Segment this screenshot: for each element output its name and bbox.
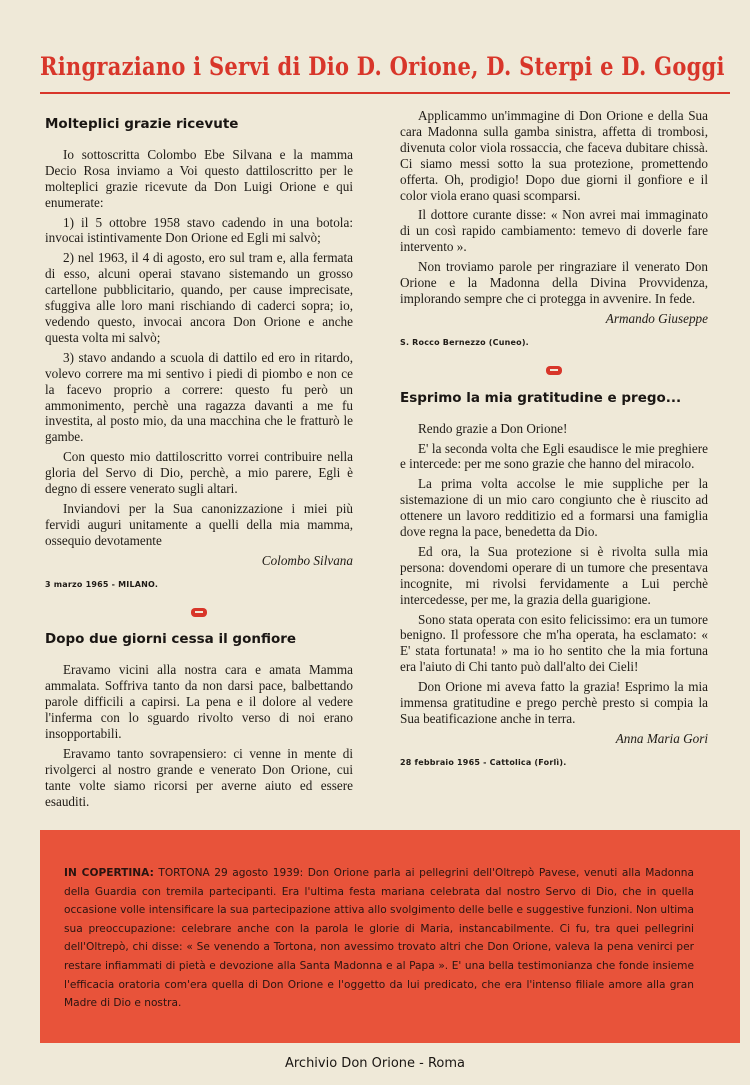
article-paragraph: 1) il 5 ottobre 1958 stavo cadendo in una botola: invocai istintivamente Don Orione ed Egli mi salvò; <box>45 214 353 246</box>
article-paragraph: Non troviamo parole per ringraziare il venerato Don Orione e la Madonna della Divina Provvidenza, implorando sempre che ci protegga in avvenire. In fede. <box>400 259 708 306</box>
article-paragraph: 3) stavo andando a scuola di dattilo ed ero in ritardo, volevo correre ma mi sentivo i piedi di piombo e non ce la facevo proprio a correre: questo fu però un ammonimento, perchè una ragazza davanti a me fu investita, al posto mio, da una macchina che le fratturò le gambe. <box>45 349 353 445</box>
dateline: 3 marzo 1965 - MILANO. <box>45 579 159 589</box>
signature: Armando Giuseppe <box>605 310 708 326</box>
article-paragraph: Applicammo un'immagine di Don Orione e della Sua cara Madonna sulla gamba sinistra, affetta di trombosi, divenuta color viola rossaccia, che faceva dubitare chissà. Ci siamo messi sotto la sua protezione, promettendo offerta. Oh, prodigio! Dopo due giorni il gonfiore e il color viola erano quasi scomparsi. <box>400 108 708 203</box>
separator <box>400 363 708 379</box>
article-paragraph: La prima volta accolse le mie suppliche per la sistemazione di un mio caro congiunto che è riuscito ad ottenere un lavoro redditizio ed a formarsi una famiglia dove regna la pace, benedetta da Dio. <box>400 476 708 540</box>
separator <box>45 604 353 620</box>
signature: Colombo Silvana <box>261 552 353 568</box>
right-column <box>400 108 708 783</box>
article-paragraph: Rendo grazie a Don Orione! <box>418 420 568 436</box>
cover-note-box <box>40 830 740 1043</box>
article-paragraph: Eravamo tanto sovrapensiero: ci venne in mente di rivolgerci al nostro grande e venerato Don Orione, cui tante volte siamo ricorsi per averne aiuto ed essere esauditi. <box>45 745 353 809</box>
cover-note-label: IN COPERTINA: <box>64 867 154 879</box>
cover-note-text <box>64 864 694 1013</box>
article-paragraph: 2) nel 1963, il 4 di agosto, ero sul tram e, alla fermata di esso, alcuni operai stavano sistemando un grosso cartellone pubblicitario, quando, per cause imprecisate, sfuggiva alle loro mani rischiando di caderci sopra; io, vedendo questo, invocai ancora Don Orione e anche questa volta mi salvò; <box>45 250 353 345</box>
cover-note-body: TORTONA 29 agosto 1939: Don Orione parla ai pellegrini dell'Oltrepò Pavese, venuti alla Madonna della Guardia con tremila partecipanti. Era l'ultima festa mariana celebrata dal nostro Servo di Dio, che in quella occasione volle intensificare la sua partecipazione attiva allo svolgimento delle belle e suggestive funzioni. Non ultima sua preoccupazione: celebrare anche con la parola le glorie di Maria, instancabilmente. Ci fu, tra quei pellegrini dell'Oltrepò, chi disse: « Se venendo a Tortona, non avessimo trovato altri che Don Orione, valeva la pena venirci per restare infiammati di pietà e devozione alla Santa Madonna e al Papa ». E' una bella testimonianza che fonde insieme l'efficacia oratoria com'era quella di Don Orione e l'oggetto da lui predicato, che era l'intenso filiale amore alla gran Madre di Dio e nostra. <box>64 867 694 1010</box>
article-paragraph: Con questo mio dattiloscritto vorrei contribuire nella gloria del Servo di Dio, perchè, a mio parere, Egli è degno di essere venerato sugli altari. <box>45 449 353 497</box>
article-heading: Dopo due giorni cessa il gonfiore <box>45 631 297 648</box>
article-paragraph: E' la seconda volta che Egli esaudisce le mie preghiere e intercede: per me sono grazie che hanno del miracolo. <box>400 440 708 472</box>
article-paragraph: Sono stata operata con esito felicissimo: era un tumore benigno. Il professore che m'ha operata, ha esclamato: « E' stata fortunata! » ma io ho sentito che la mia fortuna era l'aiuto di Chi tanto può dall'alto dei Cieli! <box>400 611 708 675</box>
article-paragraph: Eravamo vicini alla nostra cara e amata Mamma ammalata. Soffriva tanto da non darsi pace, balbettando parole difficili a capirsi. La pena e il dolore al vedere l'inferma con lo sguardo rivolto verso di noi erano insopportabili. <box>45 662 353 741</box>
article-heading: Molteplici grazie ricevute <box>45 116 239 132</box>
title-rule <box>40 92 730 94</box>
archive-footer: Archivio Don Orione - Roma <box>284 1056 466 1071</box>
article-paragraph: Don Orione mi aveva fatto la grazia! Esprimo la mia immensa gratitudine e prego perchè presto si compia la Sua beatificazione anche in terra. <box>400 679 708 726</box>
article-paragraph: Io sottoscritta Colombo Ebe Silvana e la mamma Decio Rosa inviamo a Voi questo dattiloscritto per le molteplici grazie ricevute da Don Luigi Orione e qui enumerate: <box>45 146 353 210</box>
left-column <box>45 112 353 814</box>
emblem-icon <box>546 366 562 375</box>
dateline: S. Rocco Bernezzo (Cuneo). <box>400 337 529 347</box>
article-paragraph: Inviandovi per la Sua canonizzazione i miei più fervidi auguri unitamente a quelli della mia mamma, ossequio devotamente <box>45 500 353 548</box>
article-paragraph: Il dottore curante disse: « Non avrei mai immaginato di un così rapido cambiamento: temevo di doverle fare intervento ». <box>400 207 708 255</box>
dateline: 28 febbraio 1965 - Cattolica (Forlì). <box>400 757 567 767</box>
article-heading: Esprimo la mia gratitudine e prego... <box>400 389 682 406</box>
emblem-icon <box>191 608 207 617</box>
page-title: Ringraziano i Servi di Dio D. Orione, D. Sterpi e D. Goggi <box>40 52 725 81</box>
signature: Anna Maria Gori <box>615 730 708 746</box>
article-paragraph: Ed ora, la Sua protezione si è rivolta sulla mia persona: dovendomi operare di un tumore che presentava incognite, mi rivolsi fervidamente a Lui perchè intercedesse, per me, la grazia della guarigione. <box>400 543 708 607</box>
